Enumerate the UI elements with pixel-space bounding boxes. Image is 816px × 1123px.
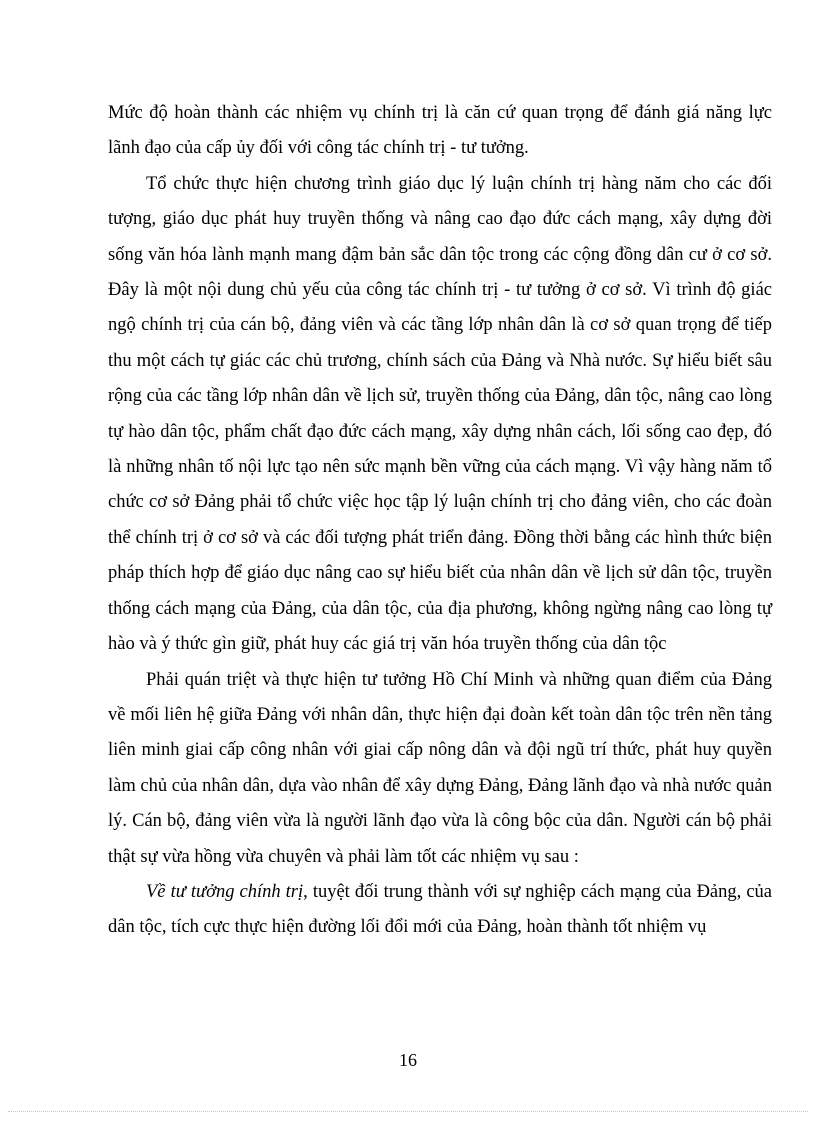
paragraph-2: Tổ chức thực hiện chương trình giáo dục lý luận chính trị hàng năm cho các đối tượng, giáo dục phát huy truyền thống và nâng cao đạo đức cách mạng, xây dựng đời sống văn hóa lành mạnh mang đậm bản sắc dân tộc trong các cộng đồng dân cư ở cơ sở. Đây là một nội dung chủ yếu của công tác chính trị - tư tưởng ở cơ sở. Vì trình độ giác ngộ chính trị của cán bộ, đảng viên và các tầng lớp nhân dân là cơ sở quan trọng để tiếp thu một cách tự giác các chủ trương, chính sách của Đảng và Nhà nước. Sự hiểu biết sâu rộng của các tầng lớp nhân dân về lịch sử, truyền thống của Đảng, dân tộc, nâng cao lòng tự hào dân tộc, phẩm chất đạo đức cách mạng, xây dựng nhân cách, lối sống cao đẹp, đó là những nhân tố nội lực tạo nên sức mạnh bền vững của cách mạng. Vì vậy hàng năm tổ chức cơ sở Đảng phải tổ chức việc học tập lý luận chính trị cho đảng viên, cho các đoàn thể chính trị ở cơ sở và các đối tượng phát triển đảng. Đồng thời bằng các hình thức biện pháp thích hợp để giáo dục nâng cao sự hiểu biết của nhân dân về lịch sử dân tộc, truyền thống cách mạng của Đảng, của dân tộc, của địa phương, không ngừng nâng cao lòng tự hào và ý thức gìn giữ, phát huy các giá trị văn hóa truyền thống của dân tộc: [108, 173, 772, 655]
page-number: 16: [399, 1050, 417, 1070]
paragraph-4-text: , tuyệt đối trung thành với sự nghiệp cách mạng của Đảng, của dân tộc, tích cực thực hiện đường lối đổi mới của Đảng, hoàn thành tốt nhiệm vụ: [108, 881, 772, 938]
italic-heading: Về tư tưởng chính trị: [146, 881, 304, 902]
document-page: [108, 96, 772, 946]
page-divider: [8, 1111, 808, 1112]
paragraph-1: Mức độ hoàn thành các nhiệm vụ chính trị là căn cứ quan trọng để đánh giá năng lực lãnh đạo của cấp ủy đối với công tác chính trị - tư tưởng.: [108, 103, 772, 159]
paragraph-4: [108, 875, 772, 946]
paragraph-3: Phải quán triệt và thực hiện tư tưởng Hồ Chí Minh và những quan điểm của Đảng về mối liên hệ giữa Đảng với nhân dân, thực hiện đại đoàn kết toàn dân tộc trên nền tảng liên minh giai cấp công nhân với giai cấp nông dân và đội ngũ trí thức, phát huy quyền làm chủ của nhân dân, dựa vào nhân để xây dựng Đảng, Đảng lãnh đạo và nhà nước quản lý. Cán bộ, đảng viên vừa là người lãnh đạo vừa là công bộc của dân. Người cán bộ phải thật sự vừa hồng vừa chuyên và phải làm tốt các nhiệm vụ sau :: [108, 669, 772, 867]
